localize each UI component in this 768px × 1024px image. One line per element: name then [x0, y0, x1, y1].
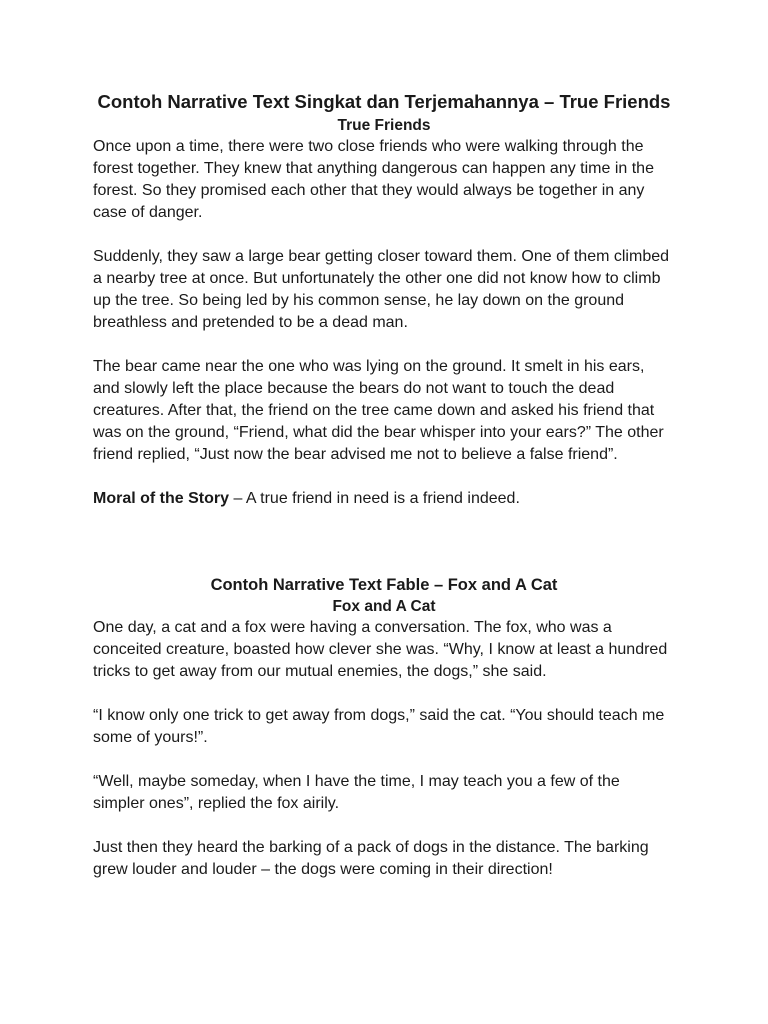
story-paragraph: Suddenly, they saw a large bear getting closer toward them. One of them climbed a nearby tree at once. But unfortunately the other one did not know how to climb up the tree. So being led by his common sense, he lay down on the ground breathless and pretended to be a dead man.	[93, 248, 670, 331]
paragraph-spacer	[93, 466, 675, 488]
paragraph-spacer	[93, 683, 675, 705]
paragraph-spacer	[93, 815, 675, 837]
document-heading: Contoh Narrative Text Singkat dan Terjemahannya – True Friends	[97, 91, 671, 112]
paragraph-spacer	[93, 749, 675, 771]
story-paragraph: “Well, maybe someday, when I have the time, I may teach you a few of the simpler ones”, replied the fox airily.	[93, 773, 620, 812]
story-paragraph: The bear came near the one who was lying on the ground. It smelt in his ears, and slowly left the place because the bears do not want to touch the dead creatures. After that, the friend on the tree came down and asked his friend that was on the ground, “Friend, what did the bear whisper into your ears?” The other friend replied, “Just now the bear advised me not to believe a false friend”.	[93, 358, 664, 463]
story-paragraph: Just then they heard the barking of a pack of dogs in the distance. The barking grew louder and louder – the dogs were coming in their direction!	[93, 839, 649, 878]
story-title: True Friends	[337, 117, 431, 134]
document-heading: Contoh Narrative Text Fable – Fox and A Cat	[210, 576, 558, 594]
moral-label: Moral of the Story	[93, 490, 230, 507]
moral-text: – A true friend in need is a friend indeed.	[229, 490, 520, 507]
document-page	[93, 88, 675, 881]
story-paragraph: One day, a cat and a fox were having a conversation. The fox, who was a conceited creature, boasted how clever she was. “Why, I know at least a hundred tricks to get away from our mutual enemies, the dogs,” she said.	[93, 619, 668, 680]
story-title: Fox and A Cat	[332, 598, 436, 615]
story-paragraph: Once upon a time, there were two close friends who were walking through the forest together. They knew that anything dangerous can happen any time in the forest. So they promised each other that they would always be together in any case of danger.	[93, 138, 654, 221]
story-section-fox-and-cat	[93, 574, 675, 881]
story-paragraph: “I know only one trick to get away from dogs,” said the cat. “You should teach me some of yours!”.	[93, 707, 665, 746]
moral-paragraph	[93, 488, 675, 510]
paragraph-spacer	[93, 334, 675, 356]
story-section-true-friends	[93, 88, 675, 510]
paragraph-spacer	[93, 224, 675, 246]
